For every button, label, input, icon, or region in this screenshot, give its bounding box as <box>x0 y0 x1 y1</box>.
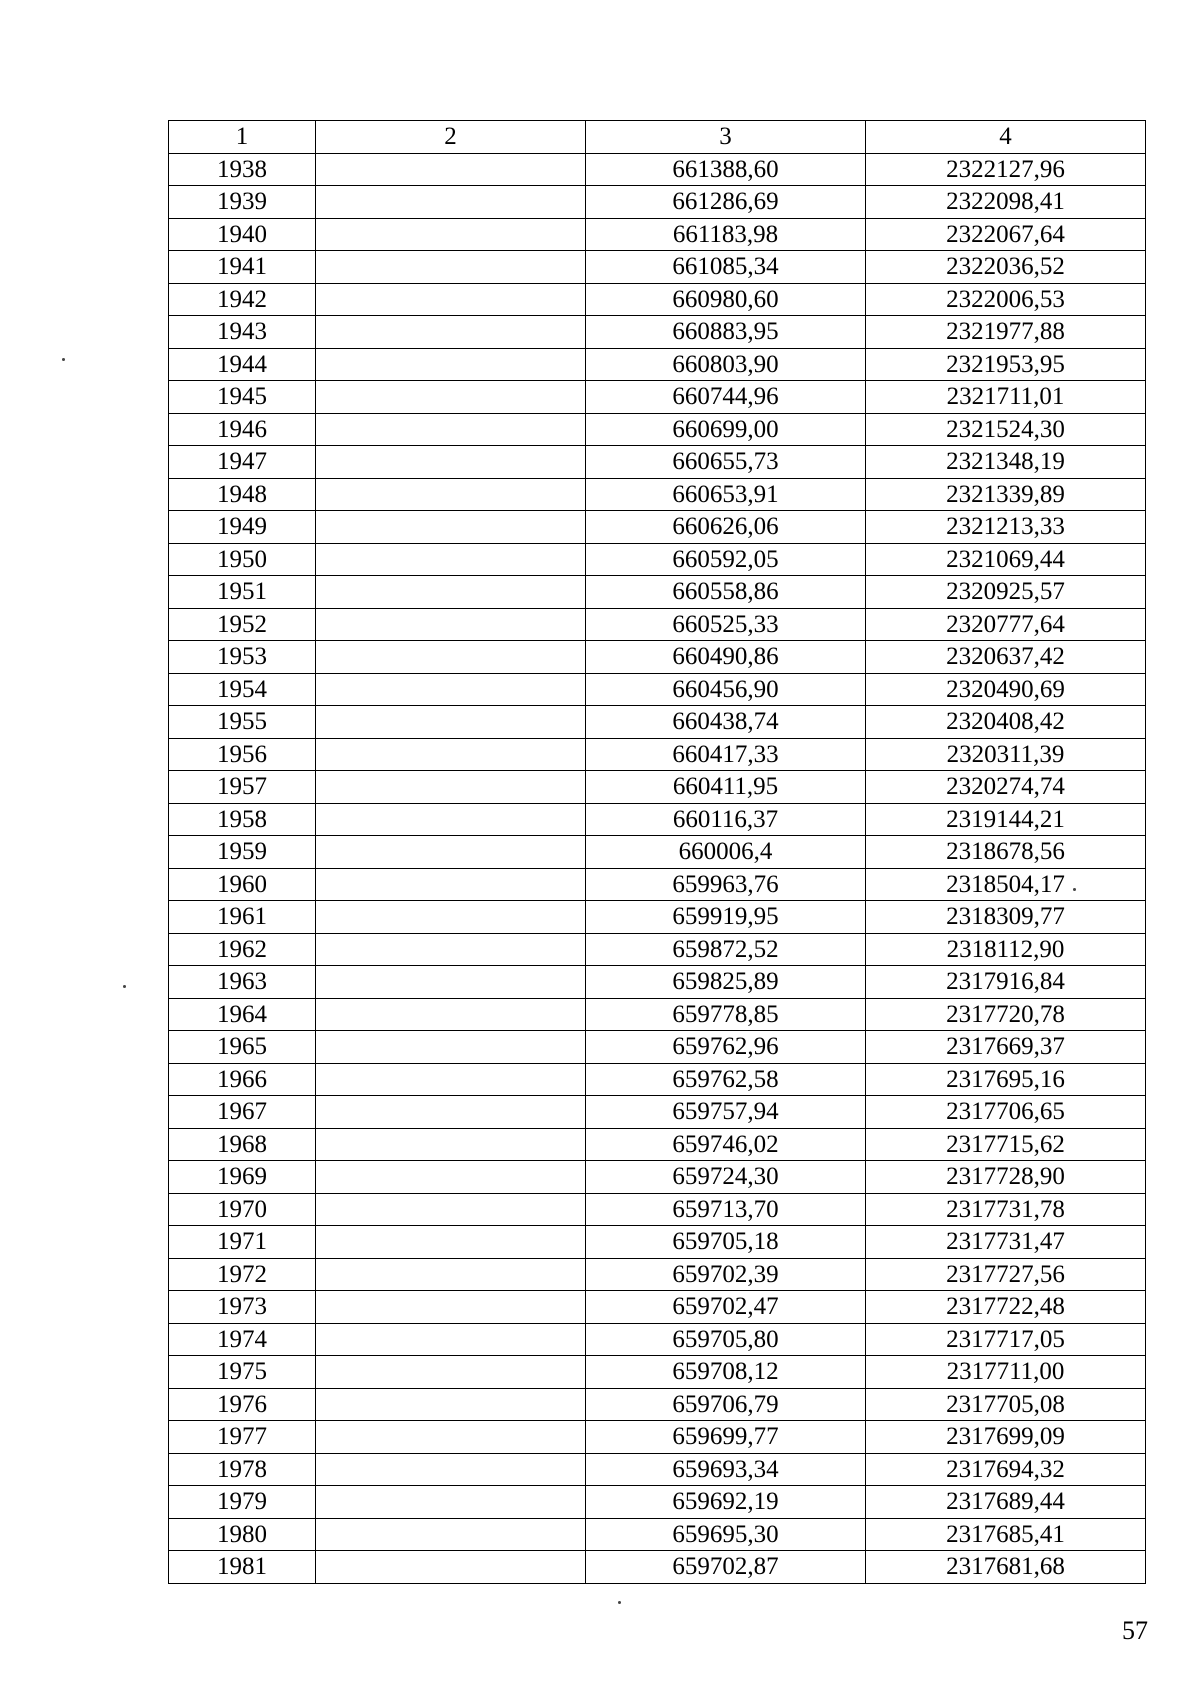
table-row <box>169 1291 1146 1324</box>
cell-col-2 <box>316 868 586 901</box>
cell-col-2 <box>316 966 586 999</box>
cell-col-4: 2317699,09 <box>866 1421 1146 1454</box>
cell-col-3: 660699,00 <box>586 413 866 446</box>
cell-col-4: 2317722,48 <box>866 1291 1146 1324</box>
cell-col-4: 2321977,88 <box>866 316 1146 349</box>
cell-col-3: 660803,90 <box>586 348 866 381</box>
cell-col-3: 661085,34 <box>586 251 866 284</box>
cell-col-3: 659695,30 <box>586 1518 866 1551</box>
coordinates-table <box>168 120 1146 1584</box>
cell-col-3: 660456,90 <box>586 673 866 706</box>
table-row <box>169 803 1146 836</box>
cell-col-1: 1980 <box>169 1518 316 1551</box>
scan-speck <box>123 985 126 988</box>
table-row <box>169 283 1146 316</box>
cell-col-3: 659693,34 <box>586 1453 866 1486</box>
cell-col-4: 2317706,65 <box>866 1096 1146 1129</box>
cell-col-2 <box>316 641 586 674</box>
table-row <box>169 446 1146 479</box>
cell-col-1: 1945 <box>169 381 316 414</box>
cell-col-1: 1974 <box>169 1323 316 1356</box>
cell-col-2 <box>316 1323 586 1356</box>
page-number: 57 <box>1122 1616 1148 1645</box>
cell-col-4: 2317720,78 <box>866 998 1146 1031</box>
cell-col-2 <box>316 1356 586 1389</box>
cell-col-4: 2318678,56 <box>866 836 1146 869</box>
cell-col-2 <box>316 771 586 804</box>
cell-col-4: 2317669,37 <box>866 1031 1146 1064</box>
cell-col-3: 661183,98 <box>586 218 866 251</box>
cell-col-3: 659702,39 <box>586 1258 866 1291</box>
cell-col-3: 659762,58 <box>586 1063 866 1096</box>
cell-col-2 <box>316 478 586 511</box>
table-row <box>169 1421 1146 1454</box>
cell-col-1: 1938 <box>169 153 316 186</box>
table-row <box>169 316 1146 349</box>
cell-col-4: 2322098,41 <box>866 186 1146 219</box>
scan-speck <box>1073 888 1076 891</box>
table-row <box>169 1486 1146 1519</box>
cell-col-4: 2322067,64 <box>866 218 1146 251</box>
cell-col-2 <box>316 933 586 966</box>
table-body <box>169 121 1146 1584</box>
table-row <box>169 933 1146 966</box>
cell-col-3: 659699,77 <box>586 1421 866 1454</box>
cell-col-3: 659872,52 <box>586 933 866 966</box>
cell-col-2 <box>316 576 586 609</box>
cell-col-3: 659919,95 <box>586 901 866 934</box>
cell-col-1: 1968 <box>169 1128 316 1161</box>
cell-col-2 <box>316 706 586 739</box>
cell-col-3: 660883,95 <box>586 316 866 349</box>
cell-col-3: 659692,19 <box>586 1486 866 1519</box>
table-row <box>169 1226 1146 1259</box>
cell-col-1: 1971 <box>169 1226 316 1259</box>
cell-col-1: 1954 <box>169 673 316 706</box>
cell-col-2 <box>316 1388 586 1421</box>
header-cell-1: 1 <box>169 121 316 154</box>
cell-col-1: 1969 <box>169 1161 316 1194</box>
cell-col-4: 2317731,47 <box>866 1226 1146 1259</box>
cell-col-4: 2321069,44 <box>866 543 1146 576</box>
cell-col-1: 1961 <box>169 901 316 934</box>
table-row <box>169 153 1146 186</box>
table-row <box>169 1388 1146 1421</box>
cell-col-1: 1943 <box>169 316 316 349</box>
cell-col-3: 659702,47 <box>586 1291 866 1324</box>
cell-col-2 <box>316 251 586 284</box>
table-row <box>169 251 1146 284</box>
table-row <box>169 1518 1146 1551</box>
table-row <box>169 706 1146 739</box>
cell-col-1: 1946 <box>169 413 316 446</box>
table-row <box>169 1096 1146 1129</box>
cell-col-4: 2317705,08 <box>866 1388 1146 1421</box>
cell-col-2 <box>316 803 586 836</box>
table-row <box>169 868 1146 901</box>
cell-col-1: 1952 <box>169 608 316 641</box>
cell-col-1: 1940 <box>169 218 316 251</box>
cell-col-4: 2321953,95 <box>866 348 1146 381</box>
table-row <box>169 478 1146 511</box>
cell-col-1: 1959 <box>169 836 316 869</box>
table-row <box>169 1193 1146 1226</box>
cell-col-1: 1975 <box>169 1356 316 1389</box>
cell-col-1: 1941 <box>169 251 316 284</box>
cell-col-2 <box>316 1096 586 1129</box>
cell-col-2 <box>316 1421 586 1454</box>
cell-col-4: 2318309,77 <box>866 901 1146 934</box>
cell-col-2 <box>316 1128 586 1161</box>
cell-col-1: 1978 <box>169 1453 316 1486</box>
cell-col-4: 2317715,62 <box>866 1128 1146 1161</box>
cell-col-2 <box>316 1291 586 1324</box>
cell-col-3: 659702,87 <box>586 1551 866 1584</box>
cell-col-4: 2322036,52 <box>866 251 1146 284</box>
cell-col-4: 2321524,30 <box>866 413 1146 446</box>
cell-col-1: 1950 <box>169 543 316 576</box>
cell-col-3: 660006,4 <box>586 836 866 869</box>
cell-col-2 <box>316 738 586 771</box>
cell-col-1: 1979 <box>169 1486 316 1519</box>
cell-col-1: 1956 <box>169 738 316 771</box>
cell-col-2 <box>316 998 586 1031</box>
cell-col-3: 659724,30 <box>586 1161 866 1194</box>
cell-col-4: 2320925,57 <box>866 576 1146 609</box>
table-row <box>169 608 1146 641</box>
cell-col-1: 1939 <box>169 186 316 219</box>
table-row <box>169 1356 1146 1389</box>
cell-col-3: 661286,69 <box>586 186 866 219</box>
cell-col-4: 2320311,39 <box>866 738 1146 771</box>
table-row <box>169 576 1146 609</box>
cell-col-4: 2317695,16 <box>866 1063 1146 1096</box>
cell-col-3: 659762,96 <box>586 1031 866 1064</box>
cell-col-2 <box>316 1063 586 1096</box>
cell-col-4: 2317728,90 <box>866 1161 1146 1194</box>
cell-col-4: 2317689,44 <box>866 1486 1146 1519</box>
cell-col-2 <box>316 836 586 869</box>
cell-col-2 <box>316 1226 586 1259</box>
cell-col-2 <box>316 901 586 934</box>
cell-col-3: 660592,05 <box>586 543 866 576</box>
cell-col-1: 1972 <box>169 1258 316 1291</box>
cell-col-4: 2319144,21 <box>866 803 1146 836</box>
cell-col-3: 660411,95 <box>586 771 866 804</box>
cell-col-2 <box>316 218 586 251</box>
table-row <box>169 771 1146 804</box>
cell-col-1: 1967 <box>169 1096 316 1129</box>
cell-col-1: 1949 <box>169 511 316 544</box>
cell-col-3: 659705,18 <box>586 1226 866 1259</box>
cell-col-4: 2321348,19 <box>866 446 1146 479</box>
cell-col-4: 2320637,42 <box>866 641 1146 674</box>
table-row <box>169 673 1146 706</box>
cell-col-3: 659778,85 <box>586 998 866 1031</box>
table-row <box>169 901 1146 934</box>
cell-col-3: 660655,73 <box>586 446 866 479</box>
cell-col-4: 2322127,96 <box>866 153 1146 186</box>
cell-col-3: 660525,33 <box>586 608 866 641</box>
cell-col-2 <box>316 316 586 349</box>
table-row <box>169 186 1146 219</box>
cell-col-4: 2320408,42 <box>866 706 1146 739</box>
table-row <box>169 1161 1146 1194</box>
cell-col-3: 660744,96 <box>586 381 866 414</box>
cell-col-2 <box>316 283 586 316</box>
table-row <box>169 511 1146 544</box>
cell-col-2 <box>316 446 586 479</box>
cell-col-2 <box>316 1031 586 1064</box>
cell-col-4: 2318504,17 <box>866 868 1146 901</box>
header-cell-2: 2 <box>316 121 586 154</box>
cell-col-2 <box>316 1518 586 1551</box>
cell-col-2 <box>316 381 586 414</box>
header-cell-3: 3 <box>586 121 866 154</box>
table-row <box>169 1063 1146 1096</box>
cell-col-1: 1976 <box>169 1388 316 1421</box>
cell-col-2 <box>316 543 586 576</box>
table-row <box>169 998 1146 1031</box>
scan-speck <box>618 1601 621 1604</box>
header-cell-4: 4 <box>866 121 1146 154</box>
cell-col-4: 2321213,33 <box>866 511 1146 544</box>
cell-col-1: 1947 <box>169 446 316 479</box>
cell-col-1: 1973 <box>169 1291 316 1324</box>
cell-col-3: 660116,37 <box>586 803 866 836</box>
cell-col-1: 1977 <box>169 1421 316 1454</box>
cell-col-1: 1960 <box>169 868 316 901</box>
cell-col-4: 2322006,53 <box>866 283 1146 316</box>
table-row <box>169 1128 1146 1161</box>
cell-col-4: 2317694,32 <box>866 1453 1146 1486</box>
cell-col-3: 659708,12 <box>586 1356 866 1389</box>
cell-col-4: 2321339,89 <box>866 478 1146 511</box>
cell-col-2 <box>316 1551 586 1584</box>
cell-col-1: 1944 <box>169 348 316 381</box>
cell-col-1: 1963 <box>169 966 316 999</box>
table-row <box>169 543 1146 576</box>
cell-col-3: 659825,89 <box>586 966 866 999</box>
cell-col-3: 660626,06 <box>586 511 866 544</box>
cell-col-2 <box>316 608 586 641</box>
table-row <box>169 1551 1146 1584</box>
cell-col-4: 2317681,68 <box>866 1551 1146 1584</box>
cell-col-2 <box>316 1193 586 1226</box>
cell-col-1: 1981 <box>169 1551 316 1584</box>
cell-col-4: 2317717,05 <box>866 1323 1146 1356</box>
cell-col-2 <box>316 1453 586 1486</box>
cell-col-1: 1970 <box>169 1193 316 1226</box>
table-row <box>169 1453 1146 1486</box>
cell-col-1: 1964 <box>169 998 316 1031</box>
cell-col-1: 1962 <box>169 933 316 966</box>
cell-col-4: 2317731,78 <box>866 1193 1146 1226</box>
cell-col-2 <box>316 186 586 219</box>
cell-col-3: 659757,94 <box>586 1096 866 1129</box>
cell-col-3: 659963,76 <box>586 868 866 901</box>
cell-col-4: 2317727,56 <box>866 1258 1146 1291</box>
cell-col-2 <box>316 673 586 706</box>
table-row <box>169 1258 1146 1291</box>
cell-col-2 <box>316 1161 586 1194</box>
table-row <box>169 413 1146 446</box>
cell-col-3: 659706,79 <box>586 1388 866 1421</box>
table-row <box>169 836 1146 869</box>
cell-col-4: 2317685,41 <box>866 1518 1146 1551</box>
cell-col-4: 2318112,90 <box>866 933 1146 966</box>
cell-col-3: 660558,86 <box>586 576 866 609</box>
cell-col-3: 661388,60 <box>586 153 866 186</box>
table-row <box>169 641 1146 674</box>
cell-col-3: 660490,86 <box>586 641 866 674</box>
cell-col-3: 660417,33 <box>586 738 866 771</box>
cell-col-3: 660438,74 <box>586 706 866 739</box>
table-row <box>169 1031 1146 1064</box>
cell-col-4: 2320777,64 <box>866 608 1146 641</box>
cell-col-3: 659713,70 <box>586 1193 866 1226</box>
table-row <box>169 738 1146 771</box>
table-row <box>169 348 1146 381</box>
cell-col-2 <box>316 348 586 381</box>
cell-col-1: 1951 <box>169 576 316 609</box>
cell-col-4: 2321711,01 <box>866 381 1146 414</box>
table-row <box>169 218 1146 251</box>
cell-col-1: 1958 <box>169 803 316 836</box>
cell-col-3: 659705,80 <box>586 1323 866 1356</box>
table-row <box>169 966 1146 999</box>
header-row <box>169 121 1146 154</box>
cell-col-3: 660980,60 <box>586 283 866 316</box>
cell-col-3: 660653,91 <box>586 478 866 511</box>
cell-col-2 <box>316 511 586 544</box>
table-row <box>169 1323 1146 1356</box>
cell-col-3: 659746,02 <box>586 1128 866 1161</box>
cell-col-1: 1957 <box>169 771 316 804</box>
cell-col-1: 1966 <box>169 1063 316 1096</box>
cell-col-1: 1953 <box>169 641 316 674</box>
cell-col-4: 2320490,69 <box>866 673 1146 706</box>
cell-col-2 <box>316 153 586 186</box>
cell-col-1: 1955 <box>169 706 316 739</box>
cell-col-4: 2317711,00 <box>866 1356 1146 1389</box>
cell-col-1: 1942 <box>169 283 316 316</box>
table-row <box>169 381 1146 414</box>
cell-col-4: 2320274,74 <box>866 771 1146 804</box>
cell-col-4: 2317916,84 <box>866 966 1146 999</box>
cell-col-2 <box>316 413 586 446</box>
scan-speck <box>62 358 65 361</box>
cell-col-1: 1965 <box>169 1031 316 1064</box>
cell-col-2 <box>316 1258 586 1291</box>
cell-col-2 <box>316 1486 586 1519</box>
cell-col-1: 1948 <box>169 478 316 511</box>
